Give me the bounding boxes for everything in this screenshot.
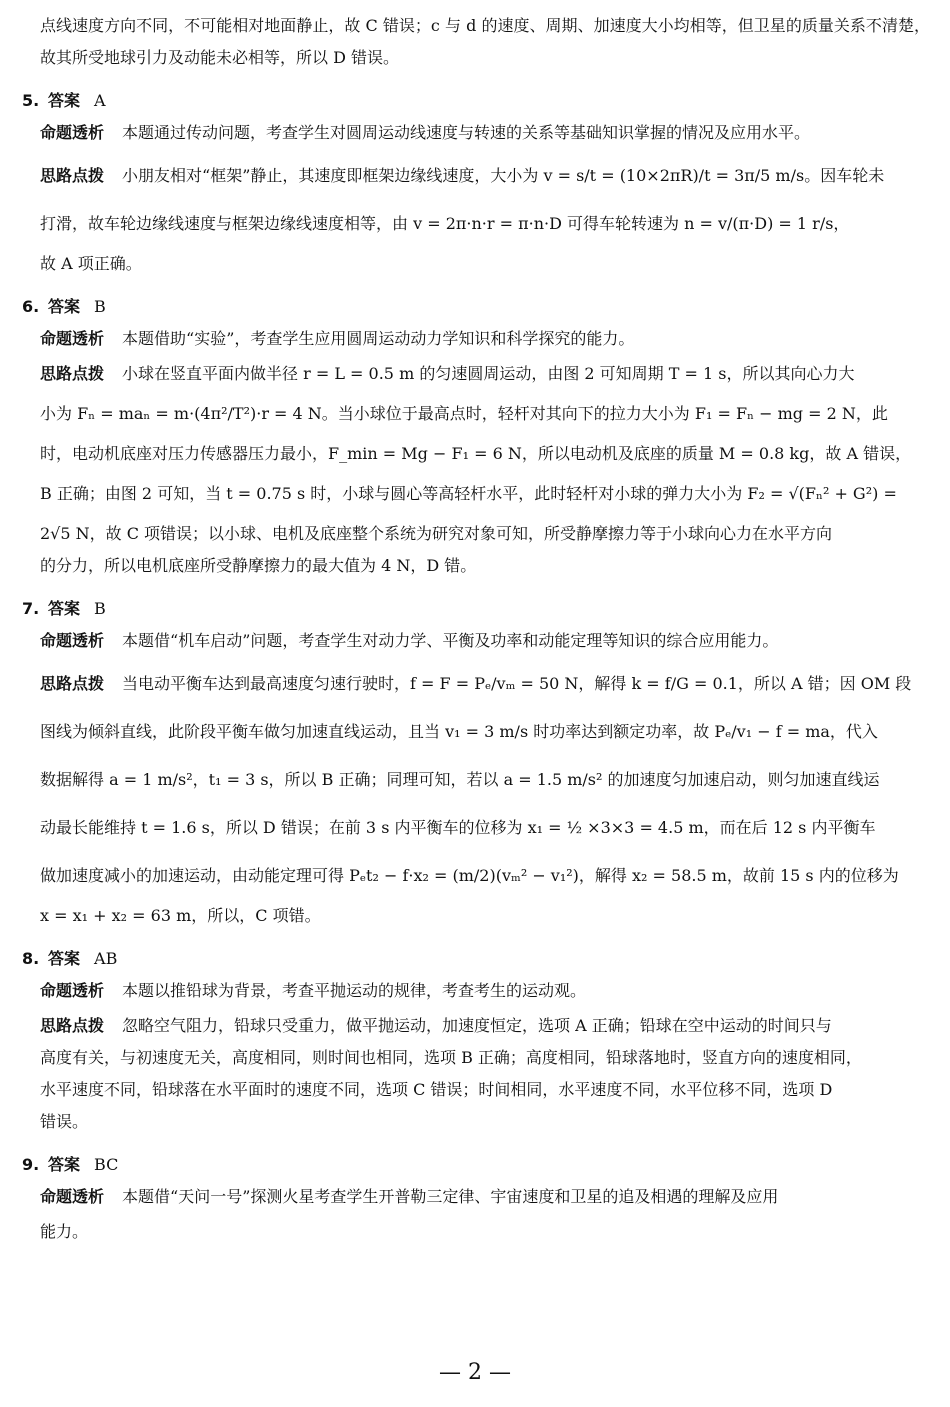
question-header (22, 596, 930, 622)
intro-label: 命题透析 (40, 1187, 105, 1206)
question-header (22, 294, 930, 320)
question-6 (22, 294, 930, 582)
intro-paragraph (40, 626, 930, 656)
analysis-text: 小球在竖直平面内做半径 r = L = 0.5 m 的匀速圆周运动，由图 2 可知周期 T = 1 s，所以其向心力大 (122, 364, 855, 383)
analysis-text: 小朋友相对“框架”静止，其速度即框架边缘线速度，大小为 v = s/t = (10×2πR)/t = 3π/5 m/s。因车轮未 (122, 166, 885, 185)
analysis-line: x = x₁ + x₂ = 63 m，所以，C 项错。 (40, 906, 321, 925)
top-paragraph: 点线速度方向不同，不可能相对地面静止，故 C 错误；c 与 d 的速度、周期、加速度大小均相等，但卫星的质量关系不清楚，故其所受地球引力及动能未必相等，所以 D 错误。 (40, 16, 930, 67)
answer-value: BC (94, 1155, 119, 1174)
intro-continuation: 能力。 (40, 1222, 89, 1241)
intro-text: 本题通过传动问题，考查学生对圆周运动线速度与转速的关系等基础知识掌握的情况及应用水平。 (122, 123, 811, 142)
analysis-line: 图线为倾斜直线，此阶段平衡车做匀加速直线运动，且当 v₁ = 3 m/s 时功率达到额定功率，故 Pₑ/v₁ − f = ma，代入 (40, 722, 878, 741)
analysis-line: 水平速度不同，铅球落在水平面时的速度不同，选项 C 错误；时间相同，水平速度不同，水平位移不同，选项 D (40, 1080, 833, 1099)
analysis-line: 错误。 (40, 1112, 89, 1131)
document-page (22, 10, 930, 1248)
analysis-block (40, 152, 930, 280)
question-9 (22, 1152, 930, 1248)
answer-label: 答案 (48, 1155, 81, 1174)
intro-text: 本题借“机车启动”问题，考查学生对动力学、平衡及功率和动能定理等知识的综合应用能力。 (122, 631, 779, 650)
analysis-line (40, 660, 930, 708)
question-header (22, 1152, 930, 1178)
question-number: 9. (22, 1155, 40, 1174)
answer-label: 答案 (48, 949, 81, 968)
analysis-text: 当电动平衡车达到最高速度匀速行驶时，f = F = Pₑ/vₘ = 50 N，解得 k = f/G = 0.1，所以 A 错；因 OM 段 (122, 674, 912, 693)
question-7 (22, 596, 930, 932)
question-8 (22, 946, 930, 1138)
intro-label: 命题透析 (40, 329, 105, 348)
intro-label: 命题透析 (40, 631, 105, 650)
question-5 (22, 88, 930, 280)
answer-label: 答案 (48, 599, 81, 618)
intro-paragraph (40, 324, 930, 354)
intro-paragraph (40, 118, 930, 148)
analysis-label: 思路点拨 (40, 674, 105, 693)
intro-text: 本题借“天问一号”探测火星考查学生开普勒三定律、宇宙速度和卫星的追及相遇的理解及应用 (122, 1187, 779, 1206)
question-header (22, 88, 930, 114)
answer-label: 答案 (48, 91, 81, 110)
analysis-line: 打滑，故车轮边缘线速度与框架边缘线速度相等，由 v = 2π·n·r = π·n·D 可得车轮转速为 n = v/(π·D) = 1 r/s， (40, 214, 850, 233)
analysis-line: 小为 Fₙ = maₙ = m·(4π²/T²)·r = 4 N。当小球位于最高点时，轻杆对其向下的拉力大小为 F₁ = Fₙ − mg = 2 N，此 (40, 404, 888, 423)
analysis-line (40, 152, 930, 200)
question-number: 5. (22, 91, 40, 110)
analysis-label: 思路点拨 (40, 166, 105, 185)
answer-value: AB (94, 949, 118, 968)
analysis-line: 2√5 N，故 C 项错误；以小球、电机及底座整个系统为研究对象可知，所受静摩擦力等于小球向心力在水平方向 (40, 524, 833, 543)
analysis-line: 的分力，所以电机底座所受静摩擦力的最大值为 4 N，D 错。 (40, 556, 477, 575)
question-number: 7. (22, 599, 40, 618)
analysis-line: 动最长能维持 t = 1.6 s，所以 D 错误；在前 3 s 内平衡车的位移为 x₁ = ½ ×3×3 = 4.5 m，而在后 12 s 内平衡车 (40, 818, 876, 837)
analysis-line (40, 358, 930, 390)
analysis-label: 思路点拨 (40, 364, 105, 383)
analysis-line: 数据解得 a = 1 m/s²，t₁ = 3 s，所以 B 正确；同理可知，若以 a = 1.5 m/s² 的加速度匀加速启动，则匀加速直线运 (40, 770, 880, 789)
analysis-block (40, 1010, 930, 1138)
analysis-line: B 正确；由图 2 可知，当 t = 0.75 s 时，小球与圆心等高轻杆水平，此时轻杆对小球的弹力大小为 F₂ = √(Fₙ² + G²) = (40, 484, 897, 503)
answer-value: B (94, 297, 106, 316)
answer-value: B (94, 599, 106, 618)
page-number: — 2 — (439, 1360, 511, 1385)
analysis-line (40, 1010, 930, 1042)
analysis-block (40, 358, 930, 582)
question-number: 6. (22, 297, 40, 316)
analysis-line: 故 A 项正确。 (40, 254, 142, 273)
intro-paragraph (40, 976, 930, 1006)
question-header (22, 946, 930, 972)
intro-paragraph (40, 1182, 930, 1212)
analysis-text: 忽略空气阻力，铅球只受重力，做平抛运动，加速度恒定，选项 A 正确；铅球在空中运动的时间只与 (122, 1016, 832, 1035)
analysis-line: 做加速度减小的加速运动，由动能定理可得 Pₑt₂ − f·x₂ = (m/2)(vₘ² − v₁²)，解得 x₂ = 58.5 m，故前 15 s 内的位移为 (40, 866, 899, 885)
analysis-block (40, 660, 930, 932)
intro-label: 命题透析 (40, 123, 105, 142)
analysis-label: 思路点拨 (40, 1016, 105, 1035)
analysis-line: 高度有关，与初速度无关，高度相同，则时间也相同，选项 B 正确；高度相同，铅球落地时，竖直方向的速度相同， (40, 1048, 862, 1067)
answer-value: A (94, 91, 106, 110)
answer-label: 答案 (48, 297, 81, 316)
intro-text: 本题借助“实验”，考查学生应用圆周运动动力学知识和科学探究的能力。 (122, 329, 635, 348)
intro-label: 命题透析 (40, 981, 105, 1000)
question-number: 8. (22, 949, 40, 968)
intro-text: 本题以推铅球为背景，考查平抛运动的规律，考查考生的运动观。 (122, 981, 587, 1000)
analysis-line: 时，电动机底座对压力传感器压力最小，F_min = Mg − F₁ = 6 N，所以电动机及底座的质量 M = 0.8 kg，故 A 错误， (40, 444, 912, 463)
